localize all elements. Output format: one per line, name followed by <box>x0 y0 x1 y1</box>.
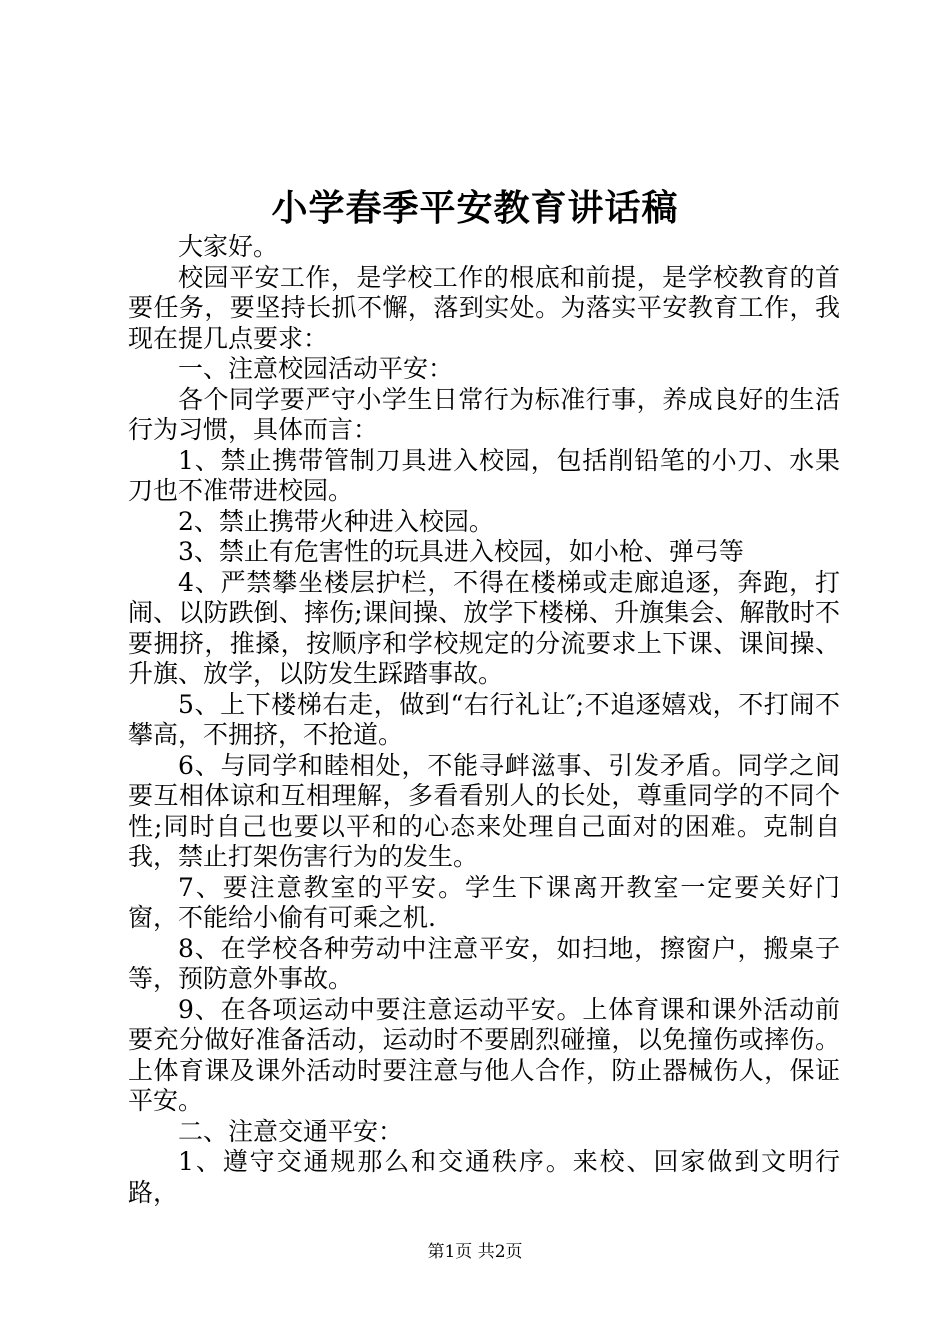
section-heading-traffic-safety: 二、注意交通平安： <box>178 1116 404 1146</box>
list-item-6: 6、与同学和睦相处，不能寻衅滋事、引发矛盾。同学之间要互相体谅和互相理解，多看看别人的长处，尊重同学的不同个性;同时自己也要以平和的心态来处理自己面对的困难。克制自我，禁止打架伤害行为的发生。 <box>128 750 840 871</box>
paragraph-greeting: 大家好。 <box>178 232 279 261</box>
list-item-3: 3、禁止有危害性的玩具进入校园，如小枪、弹弓等 <box>178 537 744 566</box>
page-footer: 第1页 共2页 <box>427 1242 523 1262</box>
list-item-1: 1、禁止携带管制刀具进入校园，包括削铅笔的小刀、水果刀也不准带进校园。 <box>128 445 840 505</box>
document-body <box>128 232 840 1208</box>
list-item-4: 4、严禁攀坐楼层护栏，不得在楼梯或走廊追逐，奔跑，打闹、以防跌倒、摔伤;课间操、放学下楼梯、升旗集会、解散时不要拥挤，推搡，按顺序和学校规定的分流要求上下课、课间操、升旗、放学，以防发生踩踏事故。 <box>128 567 840 688</box>
list-item-2: 2、禁止携带火种进入校园。 <box>178 506 494 536</box>
traffic-list-item-1: 1、遵守交通规那么和交通秩序。来校、回家做到文明行路， <box>128 1147 840 1207</box>
list-item-9: 9、在各项运动中要注意运动平安。上体育课和课外活动前要充分做好准备活动，运动时不要剧烈碰撞，以免撞伤或摔伤。上体育课及课外活动时要注意与他人合作，防止器械伤人，保证平安。 <box>128 994 840 1115</box>
list-item-8: 8、在学校各种劳动中注意平安，如扫地，擦窗户，搬桌子等，预防意外事故。 <box>128 933 840 993</box>
section-heading-campus-safety: 一、注意校园活动平安： <box>178 354 454 383</box>
list-item-7: 7、要注意教室的平安。学生下课离开教室一定要关好门窗，不能给小偷有可乘之机. <box>128 872 840 932</box>
paragraph-campus-overview: 各个同学要严守小学生日常行为标准行事，养成良好的生活行为习惯，具体而言： <box>128 384 840 444</box>
list-item-5: 5、上下楼梯右走，做到“右行礼让″;不追逐嬉戏，不打闹不攀高，不拥挤，不抢道。 <box>128 689 840 749</box>
document-title: 小学春季平安教育讲话稿 <box>271 187 679 229</box>
paragraph-intro: 校园平安工作，是学校工作的根底和前提，是学校教育的首要任务，要坚持长抓不懈，落到实处。为落实平安教育工作，我现在提几点要求： <box>128 262 840 353</box>
